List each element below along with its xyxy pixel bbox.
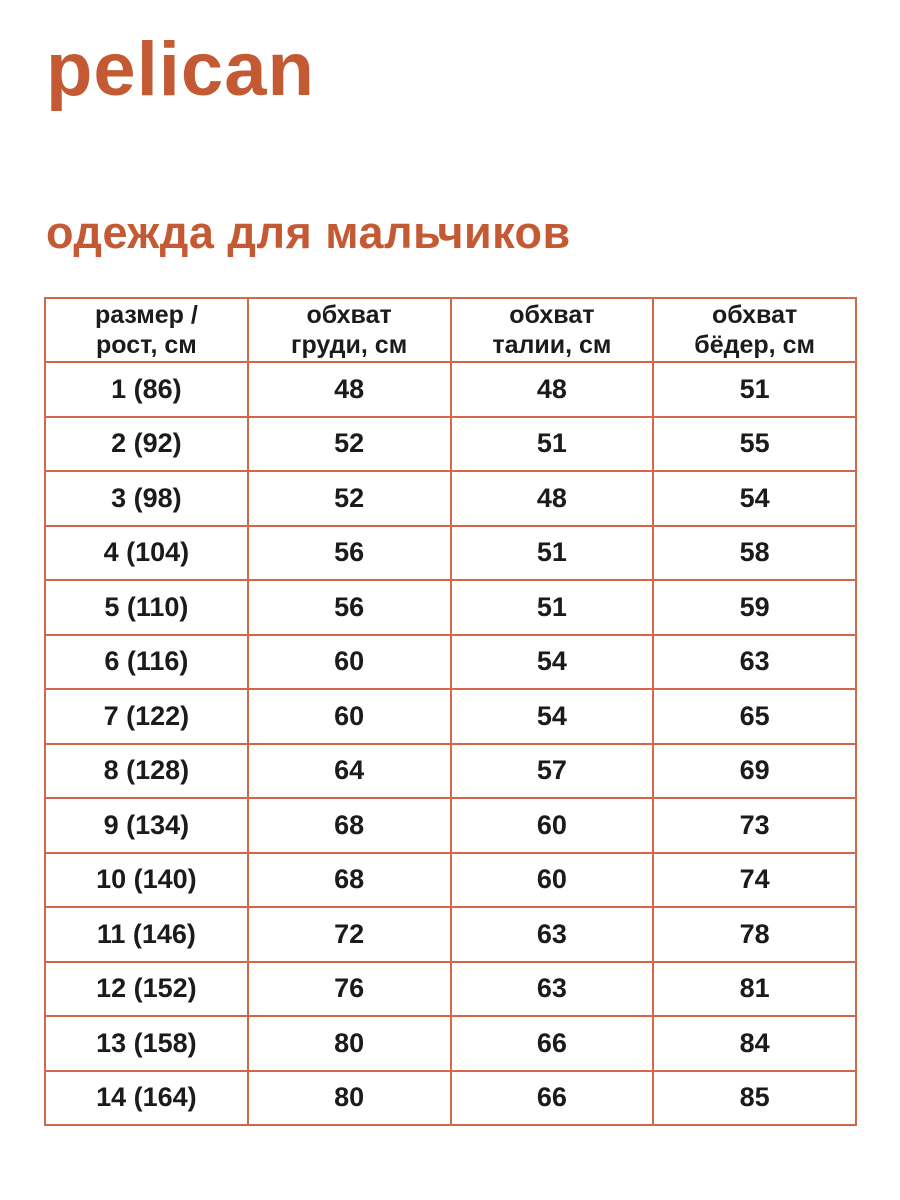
table-cell-size: 9 (134): [45, 798, 248, 853]
table-row: [45, 1071, 856, 1126]
table-cell-waist: 54: [451, 635, 654, 690]
table-cell-waist: 66: [451, 1071, 654, 1126]
table-header-row: [45, 298, 856, 362]
table-cell-size: 3 (98): [45, 471, 248, 526]
table-cell-waist: 60: [451, 853, 654, 908]
table-row: [45, 1016, 856, 1071]
table-row: [45, 853, 856, 908]
table-cell-chest: 56: [248, 580, 451, 635]
table-cell-hips: 85: [653, 1071, 856, 1126]
column-header-size: [45, 298, 248, 362]
table-cell-size: 10 (140): [45, 853, 248, 908]
table-cell-chest: 60: [248, 689, 451, 744]
column-header-line: размер /: [94, 301, 198, 329]
table-cell-size: 8 (128): [45, 744, 248, 799]
table-cell-size: 11 (146): [45, 907, 248, 962]
table-cell-hips: 78: [653, 907, 856, 962]
table-cell-hips: 63: [653, 635, 856, 690]
table-row: [45, 962, 856, 1017]
table-cell-size: 14 (164): [45, 1071, 248, 1126]
table-cell-chest: 72: [248, 907, 451, 962]
table-cell-hips: 84: [653, 1016, 856, 1071]
table-row: [45, 362, 856, 417]
table-cell-hips: 54: [653, 471, 856, 526]
table-cell-size: 1 (86): [45, 362, 248, 417]
column-header-line: обхват: [509, 301, 595, 329]
table-cell-size: 5 (110): [45, 580, 248, 635]
column-header-line: обхват: [306, 301, 392, 329]
size-table: [44, 297, 857, 1126]
table-cell-waist: 51: [451, 526, 654, 581]
brand-logo: pelican: [46, 27, 315, 112]
table-cell-hips: 65: [653, 689, 856, 744]
table-cell-chest: 48: [248, 362, 451, 417]
table-body: [45, 362, 856, 1125]
table-cell-hips: 69: [653, 744, 856, 799]
table-cell-size: 6 (116): [45, 635, 248, 690]
table-cell-chest: 80: [248, 1071, 451, 1126]
table-cell-chest: 56: [248, 526, 451, 581]
table-cell-chest: 76: [248, 962, 451, 1017]
page-title: одежда для мальчиков: [46, 207, 571, 258]
table-row: [45, 635, 856, 690]
table-row: [45, 580, 856, 635]
column-header-chest: [248, 298, 451, 362]
column-header-line: груди, см: [291, 331, 408, 359]
table-cell-chest: 60: [248, 635, 451, 690]
table-cell-size: 4 (104): [45, 526, 248, 581]
table-cell-size: 7 (122): [45, 689, 248, 744]
table-row: [45, 471, 856, 526]
table-cell-size: 12 (152): [45, 962, 248, 1017]
table-cell-hips: 51: [653, 362, 856, 417]
table-cell-size: 13 (158): [45, 1016, 248, 1071]
table-cell-waist: 57: [451, 744, 654, 799]
table-row: [45, 417, 856, 472]
column-header-line: рост, см: [95, 331, 197, 359]
table-cell-waist: 63: [451, 907, 654, 962]
column-header-line: бёдер, см: [694, 331, 815, 359]
table-cell-waist: 51: [451, 417, 654, 472]
column-header-line: талии, см: [492, 331, 612, 359]
column-header-waist: [451, 298, 654, 362]
table-cell-hips: 74: [653, 853, 856, 908]
table-row: [45, 689, 856, 744]
table-cell-chest: 68: [248, 798, 451, 853]
table-cell-waist: 60: [451, 798, 654, 853]
table-row: [45, 526, 856, 581]
table-row: [45, 798, 856, 853]
table-cell-hips: 58: [653, 526, 856, 581]
table-cell-waist: 63: [451, 962, 654, 1017]
table-cell-chest: 80: [248, 1016, 451, 1071]
table-cell-chest: 64: [248, 744, 451, 799]
table-cell-hips: 81: [653, 962, 856, 1017]
column-header-hips: [653, 298, 856, 362]
table-row: [45, 744, 856, 799]
table-cell-hips: 73: [653, 798, 856, 853]
table-cell-waist: 51: [451, 580, 654, 635]
table-cell-waist: 54: [451, 689, 654, 744]
table-row: [45, 907, 856, 962]
table-cell-hips: 55: [653, 417, 856, 472]
table-cell-chest: 52: [248, 471, 451, 526]
table-cell-chest: 52: [248, 417, 451, 472]
column-header-line: обхват: [712, 301, 798, 329]
table-cell-waist: 48: [451, 471, 654, 526]
table-cell-waist: 48: [451, 362, 654, 417]
table-cell-size: 2 (92): [45, 417, 248, 472]
table-cell-hips: 59: [653, 580, 856, 635]
table-cell-chest: 68: [248, 853, 451, 908]
table-cell-waist: 66: [451, 1016, 654, 1071]
